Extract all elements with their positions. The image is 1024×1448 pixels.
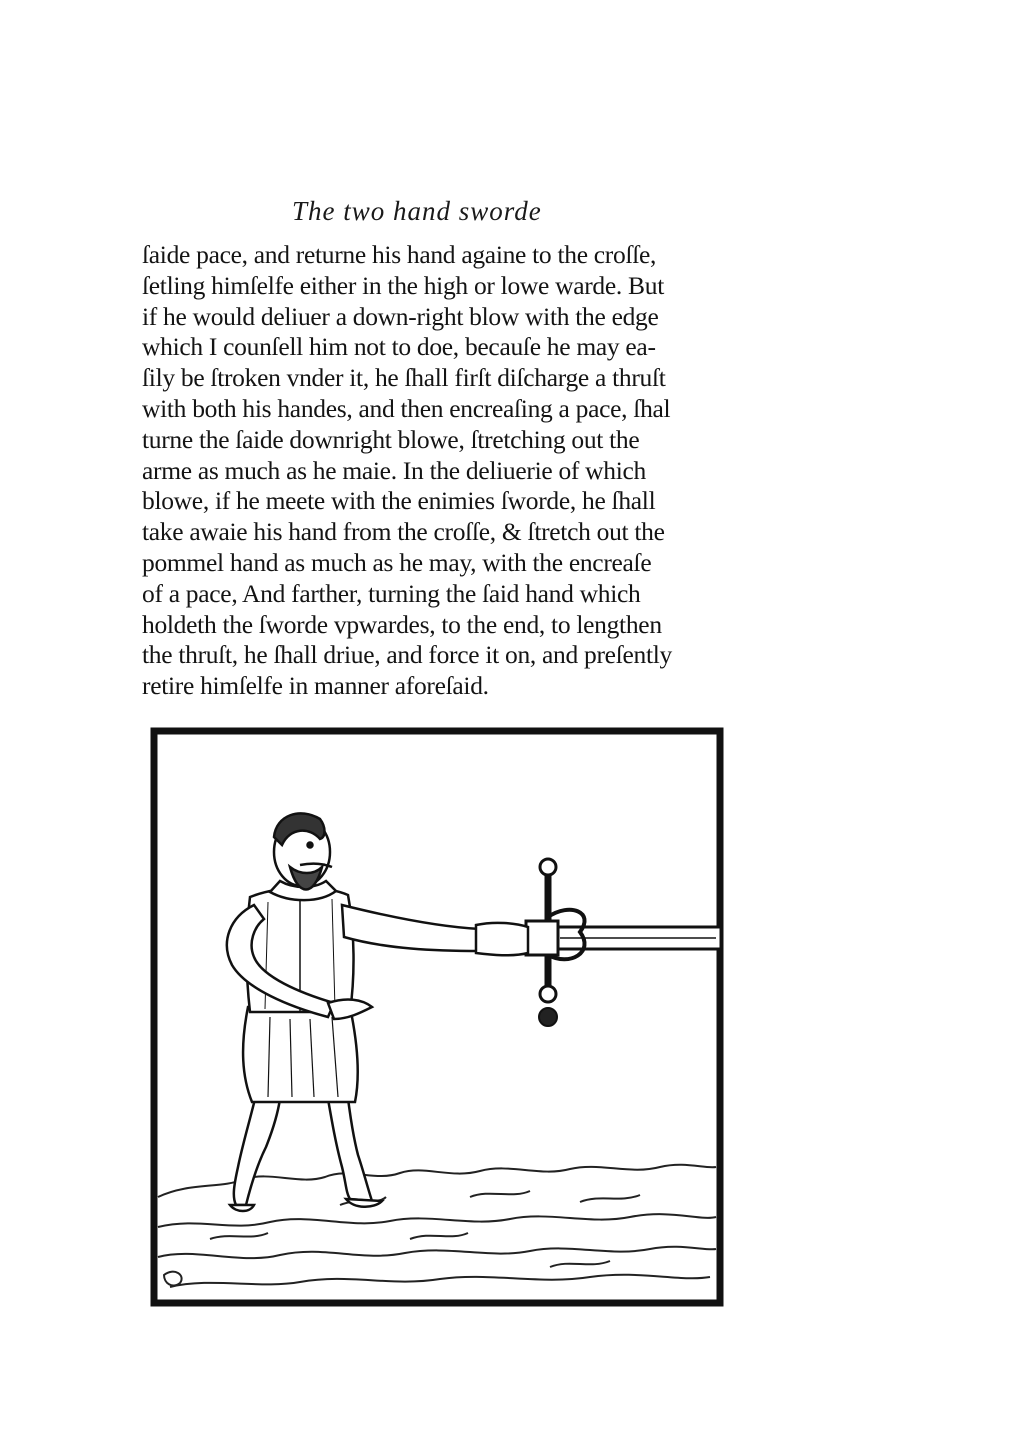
text-line: the thruſt, he ſhall driue, and force it on, and preſently [142, 640, 672, 670]
text-line: of a pace, And farther, turning the ſaid hand which [142, 578, 641, 608]
breeches [243, 1007, 358, 1102]
text-line: with both his handes, and then encreaſing a pace, ſhal [142, 393, 671, 423]
text-line: ſaide pace, and returne his hand againe to the croſſe, [142, 240, 657, 269]
text-line: if he would deliuer a down-right blow with the edge [142, 301, 659, 331]
sword-hand [476, 923, 528, 955]
text-line: ſetling himſelfe either in the high or lowe warde. But [142, 270, 664, 300]
open-hand [328, 1000, 372, 1019]
text-line: ſily be ſtroken vnder it, he ſhall firſt diſcharge a thruſt [142, 363, 666, 393]
woodcut-frame [154, 731, 720, 1303]
text-line: holdeth the ſworde vpwardes, to the end, to lengthen [142, 609, 662, 639]
sword [526, 859, 721, 1026]
body-text [142, 240, 742, 702]
woodcut-illustration [150, 727, 724, 1307]
swordsman [227, 813, 528, 1211]
text-line: retire himſelfe in manner aforeſaid. [142, 671, 489, 701]
text-line: turne the ſaide downright blowe, ſtretching out the [142, 424, 640, 454]
sword-arm [342, 905, 480, 951]
running-head: The two hand sworde [292, 196, 542, 226]
text-line: pommel hand as much as he may, with the encreaſe [142, 547, 652, 577]
text-line: take awaie his hand from the croſſe, & ſtretch out the [142, 517, 665, 547]
text-line: which I counſell him not to doe, becauſe he may ea- [142, 332, 656, 362]
text-line: blowe, if he meete with the enimies ſworde, he ſhall [142, 486, 656, 516]
sword-grip [526, 921, 558, 955]
rear-leg [234, 1099, 280, 1205]
front-leg [328, 1099, 372, 1201]
text-line: arme as much as he maie. In the deliuerie of which [142, 455, 647, 485]
